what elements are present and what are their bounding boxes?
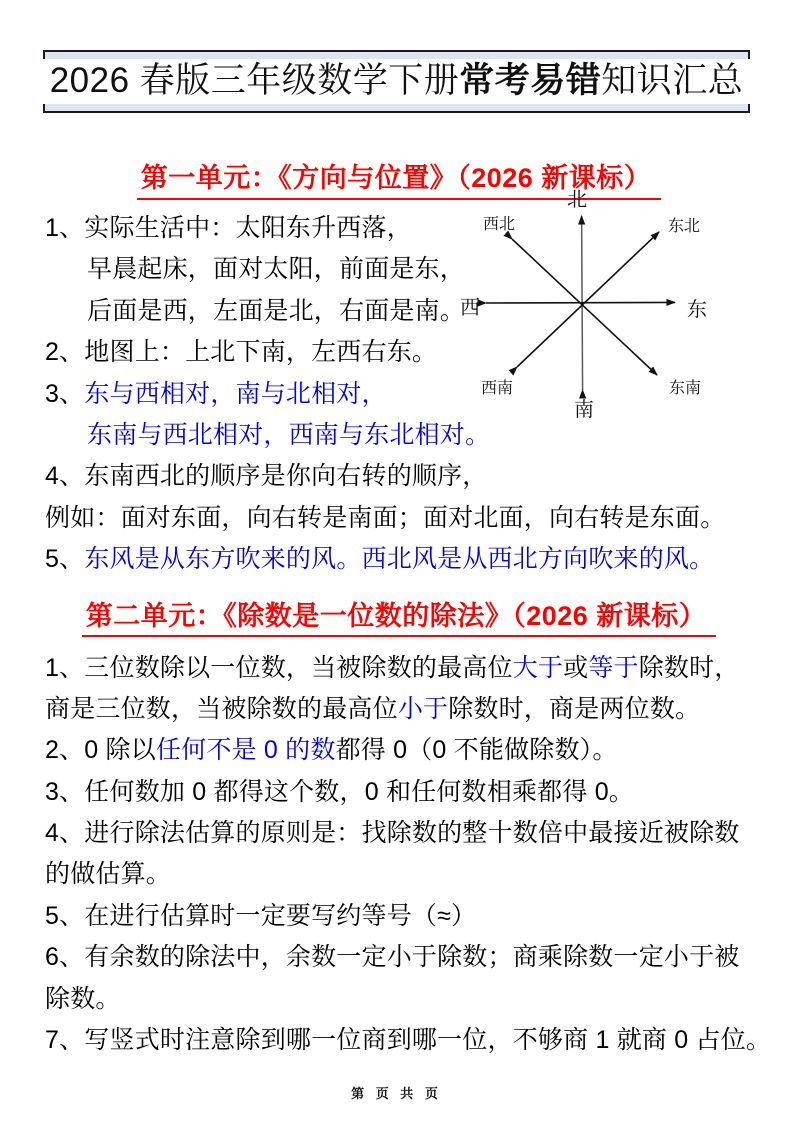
text-segment: 4、东南西北的顺序是你向右转的顺序，	[45, 462, 488, 491]
text-segment: 或	[563, 653, 589, 682]
text-line	[45, 498, 753, 539]
text-segment: 等于	[588, 653, 639, 682]
text-segment: 1、实际生活中：太阳东升西落，	[45, 214, 412, 242]
northeast-label: 东北	[668, 218, 701, 235]
text-segment: 任何不是 0 的数	[155, 736, 336, 765]
title-bold-part: 常考易错	[459, 61, 602, 101]
text-line	[45, 896, 753, 937]
compass-axes	[486, 216, 675, 390]
text-segment: 5、在进行估算时一定要写约等号（≈）	[45, 901, 477, 930]
text-segment: 2、0 除以	[45, 736, 156, 765]
text-segment: 东风是从东方吹来的风。西北风是从西北方向吹来的风。	[84, 545, 715, 574]
text-segment: 5、	[45, 545, 85, 574]
text-segment: 后面是西，左面是北，右面是南。	[87, 296, 466, 325]
text-line	[45, 979, 753, 1020]
northwest-southeast-axis-line	[512, 239, 657, 375]
text-segment: 的做估算。	[45, 860, 172, 889]
text-line	[45, 813, 753, 854]
text-line	[45, 730, 753, 771]
title-box	[43, 50, 750, 113]
text-line	[45, 648, 753, 689]
text-line	[45, 937, 753, 978]
text-segment: 都得 0（0 不能做除数）。	[335, 736, 618, 765]
title-suffix: 知识汇总	[601, 61, 744, 101]
text-segment: 4、进行除法估算的原则是：找除数的整十数倍中最接近被除数	[45, 819, 740, 848]
south-label: 南	[574, 399, 594, 421]
text-segment: 东南与西北相对，西南与东北相对。	[87, 420, 491, 449]
text-segment: 7、写竖式时注意除到哪一位商到哪一位，不够商 1 就商 0 占位。	[45, 1026, 772, 1055]
southwest-northeast-axis-line	[517, 232, 659, 367]
text-line	[45, 456, 753, 497]
northwest-label: 西北	[483, 216, 516, 233]
text-segment: 除数时，商是两位数。	[448, 694, 701, 723]
section-1-title: 第一单元：《方向与位置》（2026 新课标）	[137, 162, 662, 200]
compass-diagram	[450, 185, 760, 435]
text-line	[45, 772, 753, 813]
text-segment: 除数。	[45, 984, 121, 1013]
east-label: 东	[687, 299, 707, 321]
section-2-title: 第二单元：《除数是一位数的除法》（2026 新课标）	[82, 600, 717, 638]
text-segment: 3、任何数加 0 都得这个数，0 和任何数相乘都得 0。	[45, 777, 635, 806]
text-segment: 1、三位数除以一位数，当被除数的最高位	[45, 653, 513, 682]
text-line	[45, 689, 753, 730]
text-segment: 例如：面对东面，向右转是南面；面对北面，向右转是东面。	[45, 503, 726, 532]
text-segment: 6、有余数的除法中，余数一定小于除数；商乘除数一定小于被	[45, 943, 740, 972]
text-segment: 早晨起床，面对太阳，前面是东，	[87, 255, 466, 284]
page-title	[40, 59, 754, 104]
section-2-lines	[45, 648, 772, 1062]
text-line	[45, 854, 753, 895]
text-line	[45, 1020, 772, 1061]
section-2-header	[45, 600, 753, 648]
text-segment: 东与西相对，南与北相对，	[84, 379, 387, 408]
southwest-label: 西南	[481, 380, 514, 397]
text-segment: 2、地图上：上北下南，左西右东。	[45, 338, 438, 367]
page-footer: 第 页 共 页	[351, 1086, 442, 1101]
north-label: 北	[567, 189, 587, 211]
southeast-label: 东南	[669, 380, 702, 397]
text-segment: 商是三位数，当被除数的最高位	[45, 694, 398, 723]
text-segment: 大于	[512, 653, 564, 682]
west-label: 西	[460, 297, 480, 319]
title-prefix: 2026 春版三年级数学下册	[49, 61, 460, 101]
text-line	[45, 539, 753, 580]
text-segment: 除数时，	[638, 653, 740, 682]
text-segment: 小于	[397, 694, 449, 723]
text-segment: 3、	[45, 379, 85, 408]
